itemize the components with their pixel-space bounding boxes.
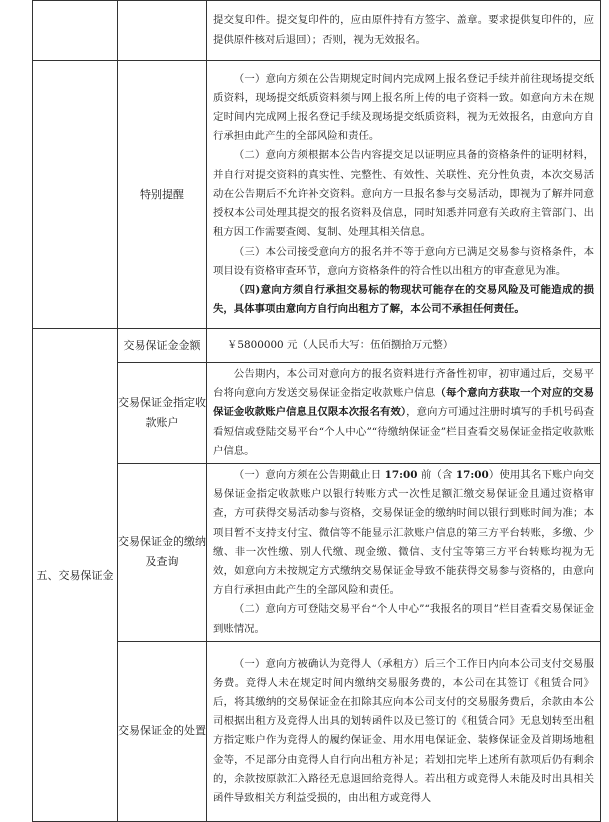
deposit-amount-value [207, 329, 601, 363]
section-title: 五、交易保证金 [33, 329, 118, 822]
special-reminder-label: 特别提醒 [118, 61, 207, 329]
payment-paragraph-2: （二）意向方可登陆交易平台“个人中心”“我报名的项目”栏目查看交易保证金到账情况。 [213, 603, 594, 635]
table-row [33, 329, 601, 363]
deposit-payment-content [207, 464, 601, 642]
table-row [33, 61, 601, 329]
deposit-disposal-content [207, 641, 601, 821]
payment-time-1: 17:00 [384, 469, 418, 482]
empty-cell [33, 1, 118, 61]
table-row [33, 1, 601, 61]
reminder-paragraph-4: （四)意向方须自行承担交易标的物现状可能存在的交易风险及可能造成的损失，具体事项由意向方自行向出租方了解，本公司不承担任何责任。 [213, 283, 594, 316]
deposit-amount-text: ￥5800000 元（人民币大写：伍佰捌拾万元整） [227, 338, 454, 351]
table-row [33, 641, 601, 821]
copy-requirement-text: 提交复印件。提交复印件的，应由原件持有方签字、盖章。要求提供复印件的，应提供原件核对后退回）；否则，视为无效报名。 [213, 14, 594, 46]
announcement-table [32, 0, 601, 822]
deposit-disposal-label: 交易保证金的处置 [118, 641, 207, 821]
deposit-account-content [207, 363, 601, 464]
document-page [32, 0, 595, 822]
deposit-amount-label: 交易保证金金额 [118, 329, 207, 363]
reminder-paragraph-3: （三）本公司接受意向方的报名并不等于意向方已满足交易参与资格条件，本项目设有资格审查环节，意向方资格条件的符合性以出租方的审查意见为准。 [213, 245, 594, 277]
special-reminder-content [207, 61, 601, 329]
reminder-paragraph-1: （一）意向方须在公告期规定时间内完成网上报名登记手续并前往现场提交纸质资料，现场提交纸质资料须与网上报名所上传的电子资料一致。如意向方未在规定时间内完成网上报名登记手续及现场提交纸质资料，视为无效报名，由意向方自行承担由此产生的全部风险和责任。 [213, 72, 594, 143]
deposit-payment-label: 交易保证金的缴纳及查询 [118, 464, 207, 642]
cell-copy-requirement [207, 1, 601, 61]
empty-cell [33, 61, 118, 329]
account-text-bold: （每个意向方获取一个对应的交易保证金收款账户信息且仅限本次报名有效） [213, 387, 595, 419]
table-row [33, 363, 601, 464]
payment-text-c: 前（含 [417, 469, 456, 482]
payment-time-2: 17:00 [455, 469, 489, 482]
empty-cell [118, 1, 207, 61]
table-row [33, 464, 601, 642]
account-text-a: 公告期内，本公司对意向方的报名资料进行齐备性初审，初审通过后，交易平台将向意向方发送交易保证金指定收款账户信息 [213, 368, 594, 400]
deposit-account-label: 交易保证金指定收款账户 [118, 363, 207, 464]
reminder-paragraph-2: （二）意向方须根据本公告内容提交足以证明应具备的资格条件的证明材料，并自行对提交资料的真实性、完整性、有效性、关联性、充分性负责，本次交易活动在公告期后不允许补交资料。意向方一旦报名参与交易活动，即视为了解并同意授权本公司处理其提交的报名资料及信息，同时知悉并同意有关政府主管部门、出租方因工作需要查阅、复制、处理其相关信息。 [213, 149, 594, 239]
payment-text-a: （一）意向方须在公告期截止日 [233, 469, 385, 482]
deposit-account-paragraph [213, 365, 594, 461]
payment-paragraph-1 [213, 466, 594, 600]
payment-text-e: ）使用其名下账户向交易保证金指定收款账户以银行转账方式一次性足额汇缴交易保证金且通过资格审查，方可获得交易活动参与资格，交易保证金的缴纳时间以银行到账时间为准；本项目暂不支持支付宝、微信等不能显示汇款账户信息的第三方平台转账，多缴、少缴、非一次性缴、别人代缴、现金缴、微信、支付宝等第三方平台转账均视为无效，如意向方未按规定方式缴纳交易保证金导致不能获得交易参与资格的，由意向方自行承担由此产生的全部风险和责任。 [213, 469, 594, 597]
account-text-c: ，意向方可通过注册时填写的手机号码查看短信或登陆交易平台“个人中心”“待缴纳保证金”栏目查看交易保证金指定收款账户信息。 [213, 406, 594, 457]
disposal-paragraph-1: （一）意向方被确认为竞得人（承租方）后三个工作日内向本公司支付交易服务费。竞得人未在规定时间内缴纳交易服务费的，本公司在其签订《租赁合同》后，将其缴纳的交易保证金在扣除其应向本公司支付的交易服务费后，余款由本公司根据出租方及竞得人出具的划转函件以及已签订的《租赁合同》无息划转至出租方指定账户作为竞得人的履约保证金、用水用电保证金、装修保证金及首期场地租金等，不足部分由竞得人自行向出租方补足；若划扣完毕上述所有款项后仍有剩余的，余款按原款汇入路径无息退回给竞得人。若出租方或竞得人未能及时出具相关函件导致相关方利益受损的，由出租方或竞得人 [213, 657, 594, 804]
